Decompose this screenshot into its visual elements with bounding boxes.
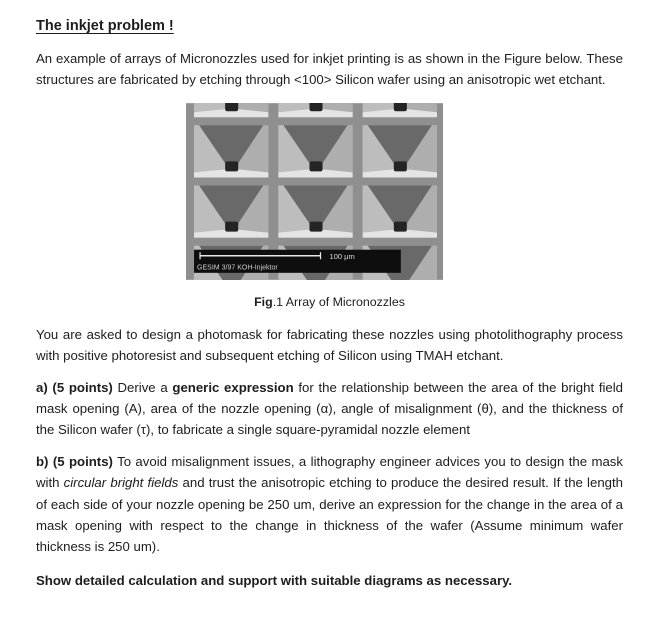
- figure-caption-text: .1 Array of Micronozzles: [272, 294, 405, 309]
- part-a-text-2: for the relationship between the area of the bright field mask opening (A), area of the nozzle opening (α), angle of misalignment (θ), and the thickness of the Silicon wafer (τ), to fabricate a single square-pyramidal nozzle element: [36, 379, 624, 438]
- part-a-paragraph: [36, 377, 623, 441]
- figure-caption-prefix: Fig: [254, 294, 273, 309]
- part-b-text-1: To avoid misalignment issues, a lithography engineer advices you to design the mask with: [36, 453, 623, 491]
- scale-bar-label: 100 μm: [329, 251, 355, 261]
- document-title: The inkjet problem !: [36, 18, 174, 34]
- scale-bar: [194, 250, 401, 273]
- closing-note: Show detailed calculation and support with suitable diagrams as necessary.: [36, 572, 513, 588]
- part-b-paragraph: [36, 451, 623, 558]
- part-a-emphasis: generic expression: [172, 379, 294, 395]
- part-a-text-1: Derive a: [112, 379, 173, 395]
- sem-image: [186, 103, 443, 280]
- part-a-label: a) (5 points): [36, 379, 113, 395]
- figure-caption: [36, 294, 623, 310]
- figure-micronozzle-array: [186, 103, 443, 280]
- part-b-text-2: and trust the anisotropic etching to produce the desired result. If the length of each side of your nozzle opening be 250 um, derive an expression for the change in the area of a mask opening with respect to the change in thickness of the wafer (Assume minimum wafer thickness is 250 um).: [36, 475, 623, 555]
- intro-paragraph: An example of arrays of Micronozzles used for inkjet printing is as shown in the Figure below. These structures are fabricated by etching through <100> Silicon wafer using an anisotropic wet etchant.: [36, 51, 623, 88]
- task-intro-paragraph: You are asked to design a photomask for fabricating these nozzles using photolithography process with positive photoresist and subsequent etching of Silicon using TMAH etchant.: [36, 326, 623, 364]
- part-b-label: b) (5 points): [36, 453, 113, 469]
- part-b-emphasis: circular bright fields: [63, 475, 179, 491]
- sem-watermark-text: GESIM 3/97 KOH-Injektor: [197, 264, 278, 272]
